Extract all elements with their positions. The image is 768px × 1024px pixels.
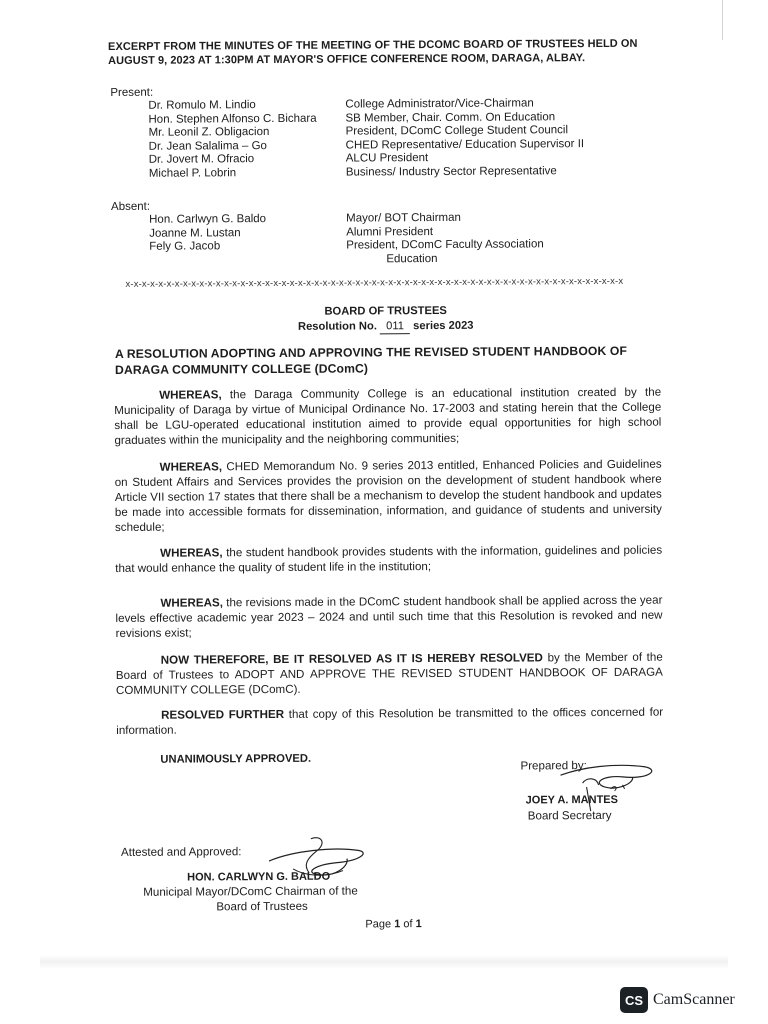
- absentee-position-continuation: Education: [386, 252, 438, 266]
- absentee-name: Hon. Carlwyn G. Baldo: [149, 213, 267, 226]
- absentee-name: Fely G. Jacob: [149, 240, 221, 253]
- page-word: Page: [365, 918, 392, 931]
- resolution-title: A RESOLUTION ADOPTING AND APPROVING THE REVISED STUDENT HANDBOOK OF DARAGA COMMUNITY COLLEGE (DComC): [114, 343, 628, 377]
- board-heading: BOARD OF TRUSTEES: [324, 304, 447, 318]
- attendee-name: Dr. Jovert M. Ofracio: [148, 153, 255, 167]
- attested-label: Attested and Approved:: [120, 845, 242, 859]
- page-current: 1: [394, 918, 401, 931]
- attendee-position: President, DComC College Student Council: [345, 124, 569, 138]
- page-edge-line: [722, 0, 723, 40]
- absentee-position: Mayor/ BOT Chairman: [346, 211, 461, 225]
- camscanner-logo-icon: CS: [620, 987, 648, 1013]
- present-list: [148, 97, 584, 181]
- attendee-position: Business/ Industry Sector Representative: [345, 165, 557, 179]
- attendee-position: ALCU President: [345, 152, 429, 165]
- absent-list: [149, 211, 544, 268]
- header-line-1: EXCERPT FROM THE MINUTES OF THE MEETING OF THE DCOMC BOARD OF TRUSTEES HELD ON: [108, 37, 638, 53]
- absentee-position: President, DComC Faculty Association: [346, 238, 544, 252]
- paragraph-lead: NOW THEREFORE, BE IT RESOLVED AS IT IS HEREBY RESOLVED: [160, 651, 543, 667]
- paragraph-text: the revisions made in the DComC student handbook shall be applied across the year levels effective academic year 2023 – 2024 and until such time that this Resolution is revoked and new revisions exist;: [115, 593, 663, 640]
- attendee-row: [149, 138, 584, 154]
- attendee-name: Mr. Leonil Z. Obligacion: [148, 126, 270, 139]
- whereas-paragraph-4: [115, 593, 662, 641]
- document-body: [108, 37, 664, 931]
- resolved-further-paragraph: [116, 705, 663, 738]
- paragraph-lead: WHEREAS,: [160, 596, 223, 610]
- paragraph-lead: WHEREAS,: [160, 546, 223, 560]
- separator-line: x-x-x-x-x-x-x-x-x-x-x-x-x-x-x-x-x-x-x-x-x-x-x-x-x-x-x-x-x-x-x-x-x-x-x-x-x-x-x-x-x-x-x-x-x-x-x-x-x-x-x-x-x-x-x-x-x-x-x-x-x: [125, 275, 624, 290]
- camscanner-text: CamScanner: [653, 991, 735, 1008]
- paragraph-lead: RESOLVED FURTHER: [161, 707, 285, 722]
- minutes-header: [108, 37, 660, 68]
- paragraph-lead: WHEREAS,: [159, 388, 222, 402]
- absentee-position: Alumni President: [346, 225, 434, 239]
- mayor-name: HON. CARLWYN G. BALDO: [187, 870, 331, 884]
- paragraph-text: the Daraga Community College is an educational institution created by the Municipality of Daraga by virtue of Municipal Ordinance No. 17-2003 and stating herein that the College shall be LGU-operated educational institution aimed to provide equal opportunities for high school graduates within the municipality and the neighboring communities;: [114, 385, 662, 447]
- mayor-position-line-1: Municipal Mayor/DComC Chairman of the: [143, 884, 358, 899]
- paragraph-text: CHED Memorandum No. 9 series 2013 entitled, Enhanced Policies and Guidelines on Student Affairs and Services provides the provision on the development of student handbook where Article VII section 17 states that there shall be a mechanism to develop the student handbook and updates be made into accessible formats for dissemination, information, and guidance of students and university schedule;: [114, 457, 662, 534]
- paragraph-lead: WHEREAS,: [159, 460, 223, 474]
- secretary-name: JOEY A. MANTES: [525, 793, 618, 807]
- resolution-no-value: 011: [380, 320, 410, 334]
- attendee-row: [149, 165, 584, 181]
- attendee-name: Dr. Jean Salalima – Go: [148, 139, 267, 153]
- unanimously-approved: UNANIMOUSLY APPROVED.: [160, 752, 312, 766]
- present-label: Present:: [110, 86, 154, 99]
- absentee-name: Joanne M. Lustan: [149, 226, 241, 240]
- camscanner-watermark: [620, 987, 735, 1013]
- paragraph-text: that copy of this Resolution be transmitted to the offices concerned for information.: [116, 705, 664, 737]
- paragraph-text: by the Member of the Board of Trustees to ADOPT AND APPROVE THE REVISED STUDENT HANDBOOK OF DARAGA COMMUNITY COLLEGE (DComC).: [115, 650, 663, 697]
- header-line-2: AUGUST 9, 2023 AT 1:30PM AT MAYOR'S OFFICE CONFERENCE ROOM, DARAGA, ALBAY.: [108, 52, 586, 67]
- attendee-position: CHED Representative/ Education Supervisor II: [345, 137, 585, 152]
- scan-shadow: [40, 955, 728, 969]
- whereas-paragraph-3: [115, 543, 662, 576]
- mayor-position-line-2: Board of Trustees: [216, 899, 308, 914]
- resolution-no-prefix: Resolution No.: [297, 320, 377, 333]
- prepared-by-label: Prepared by:: [520, 759, 587, 773]
- page-number: [365, 918, 421, 930]
- resolution-number: [110, 319, 662, 336]
- absentee-row: [149, 252, 544, 268]
- attendee-name: Hon. Stephen Alfonso C. Bichara: [148, 112, 317, 126]
- attendee-name: Dr. Romulo M. Lindio: [148, 99, 256, 112]
- page-total: 1: [415, 918, 422, 931]
- whereas-paragraph-2: [115, 457, 662, 535]
- absent-label: Absent:: [110, 200, 151, 213]
- attendee-position: College Administrator/Vice-Chairman: [345, 97, 534, 111]
- attendee-position: SB Member, Chair. Comm. On Education: [345, 110, 556, 125]
- page-of: of: [403, 918, 413, 931]
- absentee-row: [149, 239, 544, 255]
- resolution-series: series 2023: [413, 319, 474, 333]
- resolved-paragraph: [116, 650, 663, 698]
- secretary-position: Board Secretary: [527, 808, 612, 823]
- paragraph-text: the student handbook provides students with the information, guidelines and policies that would enhance the quality of student life in the institution;: [115, 543, 663, 575]
- attendee-name: Michael P. Lobrin: [148, 167, 237, 180]
- whereas-paragraph-1: [114, 385, 661, 448]
